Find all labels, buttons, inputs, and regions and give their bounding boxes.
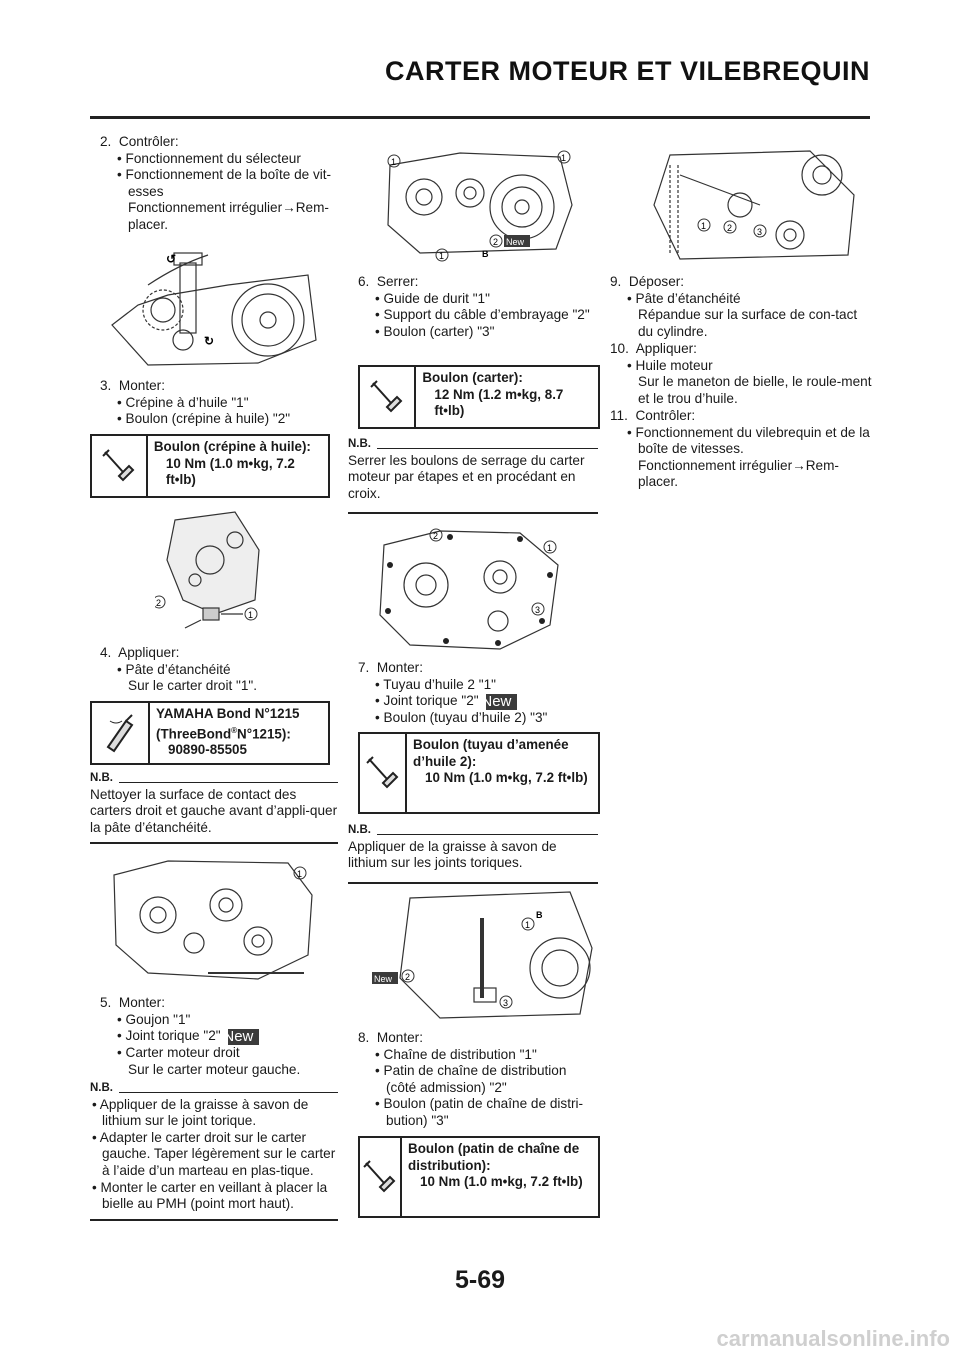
step-8: 8. Monter: • Chaîne de distribution "1" • Patin de chaîne de distribution (côté admission) "2" • Boulon (patin de chaîne de distri-bution) "3" bbox=[358, 1030, 584, 1128]
callout-1: 1 bbox=[297, 869, 303, 879]
figure-timing-chain bbox=[640, 145, 860, 265]
figure-gearbox-check bbox=[108, 245, 320, 370]
callout-1: 1 bbox=[561, 153, 567, 163]
rotation-arrow-icon: ↻ bbox=[204, 334, 215, 348]
grease-symbol: B bbox=[536, 910, 543, 920]
new-badge: New bbox=[374, 974, 393, 984]
header-rule bbox=[90, 116, 870, 119]
callout-2: 2 bbox=[727, 223, 733, 233]
callout-2: 2 bbox=[156, 598, 162, 608]
watermark: carmanualsonline.info bbox=[716, 1326, 950, 1351]
sealant-tube-icon bbox=[92, 703, 150, 763]
callout-1: 1 bbox=[248, 610, 254, 620]
step-5: 5. Monter: • Goujon "1" • Joint torique "2" New • Carter moteur droit Sur le carter moteur gauche. bbox=[100, 995, 301, 1077]
torque-wrench-icon bbox=[360, 734, 407, 812]
figure-oil-pipe bbox=[370, 888, 598, 1023]
callout-2: 2 bbox=[405, 972, 411, 982]
grease-symbol: B bbox=[482, 249, 489, 259]
note-6: N.B. Serrer les boulons de serrage du carter moteur par étapes et en procédant en croix. bbox=[358, 436, 598, 514]
callout-1: 1 bbox=[701, 221, 707, 231]
callout-1: 1 bbox=[547, 543, 553, 553]
page-title: CARTER MOTEUR ET VILEBREQUIN bbox=[384, 56, 870, 86]
page-number: 5-69 bbox=[454, 1266, 506, 1294]
figure-oil-strainer bbox=[155, 510, 265, 640]
note-7: N.B. Appliquer de la graisse à savon de lithium sur les joints toriques. bbox=[358, 822, 598, 884]
torque-spec-box: Boulon (patin de chaîne de distribution): 10 Nm (1.0 m•kg, 7.2 ft•lb) bbox=[358, 1136, 600, 1218]
callout-1: 1 bbox=[391, 157, 397, 167]
step-10: 10. Appliquer: • Huile moteur Sur le maneton de bielle, le roule-ment et le trou d’huile. bbox=[610, 341, 872, 406]
new-badge: New bbox=[228, 1029, 259, 1045]
callout-2: 2 bbox=[433, 531, 439, 541]
callout-3: 3 bbox=[757, 227, 763, 237]
torque-wrench-icon bbox=[360, 367, 416, 427]
sealant-spec-box: YAMAHA Bond N°1215 (ThreeBond®N°1215): 90890-85505 bbox=[90, 701, 330, 765]
step-6: 6. Serrer: • Guide de durit "1" • Support du câble d’embrayage "2" • Boulon (carter) "3" bbox=[358, 274, 590, 339]
torque-wrench-icon bbox=[360, 1138, 402, 1216]
step-7: 7. Monter: • Tuyau d’huile 2 "1" • Joint torique "2" New • Boulon (tuyau d’huile 2) "3" bbox=[358, 660, 548, 726]
new-badge: New bbox=[506, 237, 525, 247]
step-4: 4. Appliquer: • Pâte d’étanchéité Sur le carter droit "1". bbox=[100, 645, 258, 694]
torque-spec-box: Boulon (crépine à huile): 10 Nm (1.0 m•kg, 7.2 ft•lb) bbox=[90, 434, 330, 498]
callout-3: 3 bbox=[535, 605, 541, 615]
step-9: 9. Déposer: • Pâte d’étanchéité Répandue sur la surface de con-tact du cylindre. bbox=[610, 274, 858, 339]
callout-1: 1 bbox=[439, 251, 445, 261]
step-3: 3. Monter: • Crépine à d’huile "1" • Boulon (crépine à huile) "2" bbox=[100, 378, 291, 427]
note-4: N.B. Nettoyer la surface de contact des carters droit et gauche avant d’appli-quer la pâte d’étanchéité. bbox=[100, 770, 338, 844]
callout-2: 2 bbox=[493, 237, 499, 247]
torque-spec-box: Boulon (carter): 12 Nm (1.2 m•kg, 8.7 ft•lb) bbox=[358, 365, 600, 429]
rotation-arrow-icon: ↺ bbox=[166, 252, 177, 266]
step-11: 11. Contrôler: • Fonctionnement du vilebrequin et de la boîte de vitesses. Fonctionnement irrégulier→Rem-placer. bbox=[610, 408, 870, 490]
figure-crankcase-bolts bbox=[380, 145, 580, 265]
step-2: 2. Contrôler: • Fonctionnement du sélecteur • Fonctionnement de la boîte de vit-esses Fonctionnement irrégulier→Rem-placer. bbox=[100, 134, 332, 232]
figure-crankcase-bolt-pattern bbox=[370, 525, 570, 655]
torque-spec-box: Boulon (tuyau d’amenée d’huile 2): 10 Nm (1.0 m•kg, 7.2 ft•lb) bbox=[358, 732, 600, 814]
torque-wrench-icon bbox=[92, 436, 148, 496]
callout-1: 1 bbox=[525, 920, 531, 930]
callout-3: 3 bbox=[503, 998, 509, 1008]
new-badge: New bbox=[486, 694, 517, 710]
note-5: N.B. • Appliquer de la graisse à savon de lithium sur le joint torique. • Adapter le carter droit sur le carter gauche. Taper légèrement sur le carter à l’aide d’un marteau en plas-tique. • Monter le carter en veillant à placer la bielle au PMH (point mort haut). bbox=[100, 1080, 338, 1221]
figure-crankcase-sealant bbox=[108, 855, 318, 985]
